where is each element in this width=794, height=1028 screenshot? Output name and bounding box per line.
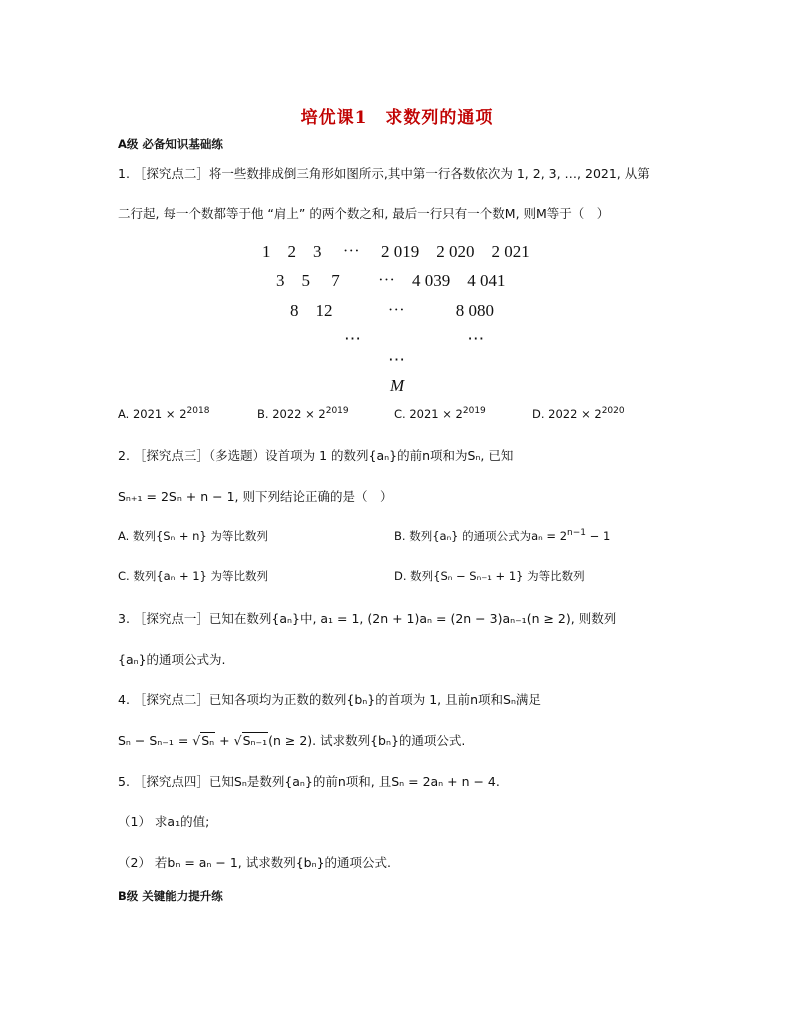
q5-text-line1: 5. ［探究点四］已知Sₙ是数列{aₙ}的前n项和, 且Sₙ = 2aₙ + n − 4. xyxy=(118,774,500,789)
q1-option-d[interactable]: D. $2022 \times 2^{2020}$ xyxy=(532,406,625,421)
q4-text-line1: 4. ［探究点二］已知各项均为正数的数列{bₙ}的首项为 1, 且前n项和Sₙ满足 xyxy=(118,692,541,707)
q1-option-b[interactable]: B. $2022 \times 2^{2019}$ xyxy=(257,406,349,421)
q1-option-c[interactable]: C. $2021 \times 2^{2019}$ xyxy=(394,406,486,421)
triangle-row-2: 3 5 7 ⋯ 4 039 4 041 xyxy=(276,271,506,290)
q2-option-a[interactable]: A. 数列{Sₙ + n} 为等比数列 xyxy=(118,529,268,543)
q2-option-d[interactable]: D. 数列{Sₙ − Sₙ₋₁ + 1} 为等比数列 xyxy=(394,569,585,583)
triangle-row-1: 1 2 3 ⋯ 2 019 2 020 2 021 xyxy=(262,242,530,261)
triangle-row-4: ⋯ ⋯ xyxy=(344,329,485,348)
q4-text-line2: Sₙ − Sₙ₋₁ = √Sₙ + √Sₙ₋₁(n ≥ 2). 试求数列{bₙ}的通项公式. xyxy=(118,733,466,748)
triangle-row-3: 8 12 ⋯ 8 080 xyxy=(290,301,494,320)
triangle-row-5: ⋯ xyxy=(388,350,405,369)
triangle-row-6: M xyxy=(390,376,405,395)
q2-text-line1: 2. ［探究点三］（多选题）设首项为 1 的数列{aₙ}的前n项和为Sₙ, 已知 xyxy=(118,448,514,463)
q1-option-a[interactable]: A. $2021 \times 2^{2018}$ xyxy=(118,406,210,421)
section-a-heading: A级 必备知识基础练 xyxy=(118,137,223,151)
q5-subquestion-1: （1） 求a₁的值; xyxy=(118,814,210,829)
q1-text-line1: 1. ［探究点二］将一些数排成倒三角形如图所示,其中第一行各数依次为 1, 2, 3, …, 2021, 从第 xyxy=(118,166,650,181)
q3-text-line2: {aₙ}的通项公式为. xyxy=(118,652,226,667)
q3-text-line1: 3. ［探究点一］已知在数列{aₙ}中, a₁ = 1, (2n + 1)aₙ = (2n − 3)aₙ₋₁(n ≥ 2), 则数列 xyxy=(118,611,617,626)
q2-option-c[interactable]: C. 数列{aₙ + 1} 为等比数列 xyxy=(118,569,269,583)
q1-text-line2: 二行起, 每一个数都等于他 “肩上” 的两个数之和, 最后一行只有一个数M, 则M等于（ ） xyxy=(118,206,610,221)
q5-subquestion-2: （2） 若bₙ = aₙ − 1, 试求数列{bₙ}的通项公式. xyxy=(118,855,392,870)
q2-option-b[interactable]: B. 数列{aₙ} 的通项公式为$a_n = 2^{n-1} - 1$ xyxy=(394,528,611,543)
q2-text-line2: Sₙ₊₁ = 2Sₙ + n − 1, 则下列结论正确的是（ ） xyxy=(118,489,393,504)
section-b-heading: B级 关键能力提升练 xyxy=(118,889,223,903)
page-title: 培优课1 求数列的通项 xyxy=(300,108,494,128)
